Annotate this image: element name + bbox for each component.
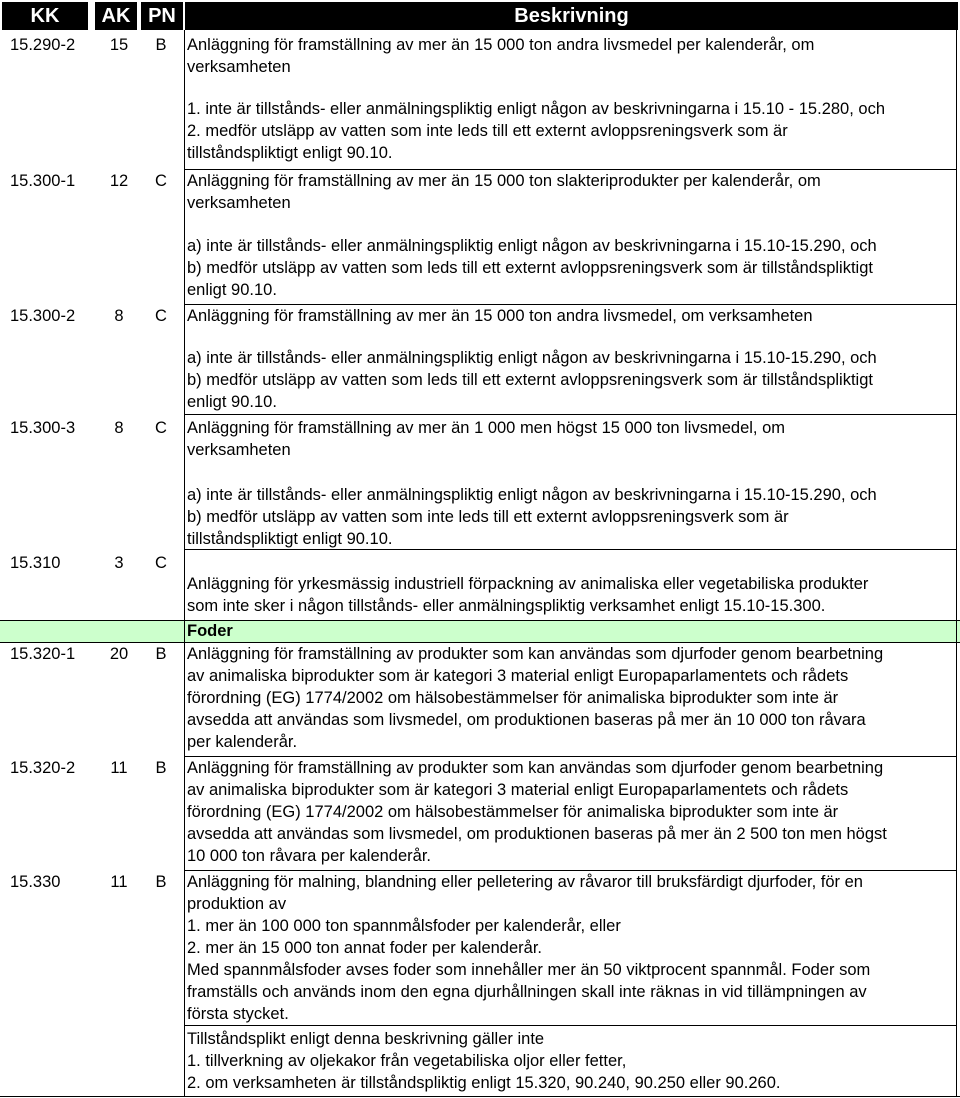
row-desc-line: 10 000 ton råvara per kalenderår. [187, 847, 431, 865]
row-desc-line: Anläggning för framställning av produkter som kan användas som djurfoder genom bearbetning [187, 645, 884, 663]
row-divider [0, 620, 960, 621]
row-desc-line: av animaliska biprodukter som är kategori 3 material enligt Europaparlamentets och rådets [187, 781, 849, 799]
row-code: 15.300-3 [10, 419, 76, 437]
row-desc-line: b) medför utsläpp av vatten som inte leds till ett externt avloppsreningsverk som är [187, 508, 789, 526]
row-desc-line: enligt 90.10. [187, 393, 277, 411]
row-ak: 3 [114, 554, 124, 572]
header-ak: AK [95, 2, 137, 30]
row-pn: B [155, 759, 167, 777]
row-code: 15.300-2 [10, 307, 76, 325]
row-pn: C [155, 554, 167, 572]
row-desc-line: per kalenderår. [187, 733, 298, 751]
row-desc-line: Anläggning för framställning av mer än 15 000 ton andra livsmedel, om verksamheten [187, 307, 813, 325]
row-desc-line: verksamheten [187, 58, 291, 76]
row-pn: B [155, 36, 167, 54]
row-desc-line: 2. medför utsläpp av vatten som inte leds till ett externt avloppsreningsverk som är [187, 122, 788, 140]
section-heading: Foder [187, 622, 233, 640]
row-pn: B [155, 873, 167, 891]
table-right-border [956, 30, 957, 1096]
row-desc-line: a) inte är tillstånds- eller anmälningspliktig enligt någon av beskrivningarna i 15.10-15.290, och [187, 486, 877, 504]
row-ak: 11 [110, 759, 128, 777]
row-ak: 12 [109, 172, 129, 190]
row-desc-line: a) inte är tillstånds- eller anmälningspliktig enligt någon av beskrivningarna i 15.10-15.290, och [187, 349, 877, 367]
row-desc-line: första stycket. [187, 1005, 289, 1023]
row-ak: 11 [110, 873, 128, 891]
header-beskrivning: Beskrivning [185, 2, 958, 30]
row-desc-line: Anläggning för framställning av produkter som kan användas som djurfoder genom bearbetning [187, 759, 884, 777]
row-pn: B [155, 645, 167, 663]
row-desc-line: Anläggning för framställning av mer än 1 000 men högst 15 000 ton livsmedel, om [187, 419, 786, 437]
row-divider [184, 414, 957, 415]
row-desc-line: Tillståndsplikt enligt denna beskrivning gäller inte [187, 1030, 545, 1048]
row-desc-line: av animaliska biprodukter som är kategori 3 material enligt Europaparlamentets och rådets [187, 667, 849, 685]
row-desc-line: tillståndspliktigt enligt 90.10. [187, 144, 393, 162]
header-pn: PN [141, 2, 183, 30]
table-header [0, 0, 960, 30]
column-divider [184, 30, 185, 1096]
row-desc-line: avsedda att användas som livsmedel, om produktionen baseras på mer än 10 000 ton råvara [187, 711, 866, 729]
row-code: 15.290-2 [10, 36, 76, 54]
row-ak: 15 [109, 36, 129, 54]
row-code: 15.300-1 [10, 172, 76, 190]
row-desc-line: Anläggning för framställning av mer än 15 000 ton andra livsmedel per kalenderår, om [187, 36, 815, 54]
row-desc-line: 2. mer än 15 000 ton annat foder per kalenderår. [187, 939, 542, 957]
table-bottom-border [0, 1096, 960, 1097]
row-desc-line: 2. om verksamheten är tillståndspliktig enligt 15.320, 90.240, 90.250 eller 90.260. [187, 1074, 781, 1092]
row-pn: C [155, 307, 167, 325]
row-ak: 8 [114, 419, 124, 437]
row-desc-line: verksamheten [187, 194, 291, 212]
row-pn: C [155, 419, 167, 437]
row-desc-line: Med spannmålsfoder avses foder som innehåller mer än 50 viktprocent spannmål. Foder som [187, 961, 871, 979]
row-desc-line: produktion av [187, 895, 287, 913]
row-desc-line: avsedda att användas som livsmedel, om produktionen baseras på mer än 2 500 ton men högst [187, 825, 887, 843]
header-kk: KK [2, 2, 88, 30]
row-code: 15.320-2 [10, 759, 76, 777]
row-desc-line: verksamheten [187, 441, 291, 459]
row-desc-line: framställs och används inom den egna djurhållningen skall inte räknas in vid tillämpningen av [187, 983, 867, 1001]
row-desc-line: tillståndspliktigt enligt 90.10. [187, 530, 393, 548]
row-desc-line: Anläggning för malning, blandning eller pelletering av råvaror till bruksfärdigt djurfoder, för en [187, 873, 863, 891]
row-desc-line: 1. inte är tillstånds- eller anmälningspliktig enligt någon av beskrivningarna i 15.10 - 15.280, och [187, 100, 885, 118]
row-code: 15.310 [10, 554, 61, 572]
row-desc-line: a) inte är tillstånds- eller anmälningspliktig enligt någon av beskrivningarna i 15.10-15.290, och [187, 237, 877, 255]
row-desc-line: Anläggning för yrkesmässig industriell förpackning av animaliska eller vegetabiliska produkter [187, 575, 869, 593]
row-desc-line: 1. tillverkning av oljekakor från vegetabiliska oljor eller fetter, [187, 1052, 627, 1070]
row-code: 15.330 [10, 873, 61, 891]
row-desc-line: b) medför utsläpp av vatten som leds till ett externt avloppsreningsverk som är tillståndspliktigt [187, 259, 873, 277]
row-desc-line: förordning (EG) 1774/2002 om hälsobestämmelser för animaliska biprodukter som inte är [187, 803, 839, 821]
row-ak: 20 [109, 645, 129, 663]
row-desc-line: Anläggning för framställning av mer än 15 000 ton slakteriprodukter per kalenderår, om [187, 172, 821, 190]
row-desc-line: 1. mer än 100 000 ton spannmålsfoder per kalenderår, eller [187, 917, 621, 935]
row-divider [184, 1025, 957, 1026]
row-code: 15.320-1 [10, 645, 76, 663]
row-desc-line: som inte sker i någon tillstånds- eller anmälningspliktig verksamhet enligt 15.10-15.300. [187, 597, 826, 615]
row-pn: C [155, 172, 167, 190]
row-ak: 8 [114, 307, 124, 325]
row-desc-line: enligt 90.10. [187, 281, 277, 299]
row-desc-line: förordning (EG) 1774/2002 om hälsobestämmelser för animaliska biprodukter som inte är [187, 689, 839, 707]
row-desc-line: b) medför utsläpp av vatten som leds till ett externt avloppsreningsverk som är tillståndspliktigt [187, 371, 873, 389]
section-band [0, 620, 960, 642]
